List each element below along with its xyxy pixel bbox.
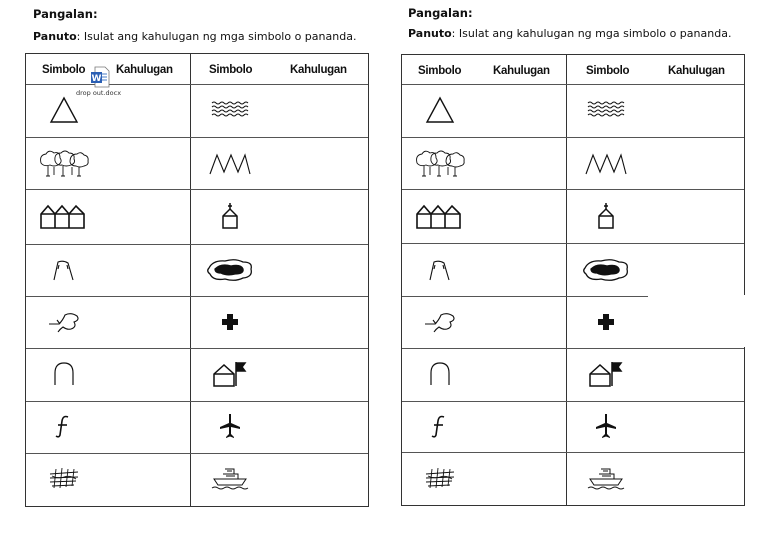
river-icon (410, 304, 470, 340)
row-line (26, 137, 368, 138)
school-flag-icon (200, 356, 260, 392)
water-waves-icon (200, 92, 260, 128)
hill-icon (34, 356, 94, 392)
row-line (26, 84, 368, 85)
grid-plain-icon (410, 460, 470, 496)
name-label: Pangalan: (408, 6, 473, 20)
hospital-cross-icon (200, 304, 260, 340)
row-line (402, 243, 744, 244)
row-line (402, 84, 744, 85)
header-simbolo-2: Simbolo (209, 64, 253, 76)
instruction-label: Panuto (33, 30, 77, 43)
column-divider (566, 55, 567, 505)
mountain-range-icon (576, 146, 636, 182)
houses-icon (34, 198, 94, 234)
row-line (402, 189, 744, 190)
lake-icon (576, 252, 636, 288)
svg-text:W: W (91, 74, 102, 84)
row-line (26, 348, 368, 349)
worksheet-left (24, 0, 384, 543)
houses-icon (410, 198, 470, 234)
f-symbol-icon (34, 408, 94, 444)
plateau-icon (34, 252, 94, 288)
grid-plain-icon (34, 460, 94, 496)
column-divider (190, 54, 191, 506)
row-line (26, 401, 368, 402)
mountain-triangle-icon (410, 92, 470, 128)
word-document-icon[interactable] (90, 66, 110, 88)
port-ship-icon (200, 460, 260, 496)
forest-trees-icon (410, 146, 470, 182)
row-line (402, 452, 744, 453)
row-line (26, 244, 368, 245)
worksheet-right (400, 0, 760, 543)
row-line (26, 296, 368, 297)
header-simbolo-1: Simbolo (418, 65, 462, 77)
port-ship-icon (576, 460, 636, 496)
row-line (26, 189, 368, 190)
header-simbolo-2: Simbolo (586, 65, 630, 77)
airport-plane-icon (576, 408, 636, 444)
header-kahulugan-1: Kahulugan (116, 64, 173, 76)
f-symbol-icon (410, 408, 470, 444)
school-flag-icon (576, 356, 636, 392)
church-icon (200, 198, 260, 234)
water-waves-icon (576, 92, 636, 128)
instruction-line (408, 27, 731, 40)
row-line (26, 453, 368, 454)
church-icon (576, 198, 636, 234)
hospital-cross-icon (576, 304, 636, 340)
mountain-triangle-icon (34, 92, 94, 128)
plateau-icon (410, 252, 470, 288)
lake-icon (200, 252, 260, 288)
name-label: Pangalan: (33, 7, 98, 21)
header-kahulugan-2: Kahulugan (668, 65, 725, 77)
instruction-label: Panuto (408, 27, 452, 40)
instruction-text: : Isulat ang kahulugan ng mga simbolo o pananda. (451, 27, 732, 40)
header-simbolo-1: Simbolo (42, 64, 86, 76)
symbol-table (401, 54, 745, 506)
river-icon (34, 304, 94, 340)
row-line (402, 401, 744, 402)
instruction-text: : Isulat ang kahulugan ng mga simbolo o pananda. (76, 30, 357, 43)
row-line (402, 348, 744, 349)
symbol-table (25, 53, 369, 507)
airport-plane-icon (200, 408, 260, 444)
mountain-range-icon (200, 146, 260, 182)
whiteout-patch (648, 295, 748, 347)
attachment-filename[interactable]: drop out.docx (76, 89, 122, 97)
header-kahulugan-2: Kahulugan (290, 64, 347, 76)
forest-trees-icon (34, 146, 94, 182)
header-kahulugan-1: Kahulugan (493, 65, 550, 77)
hill-icon (410, 356, 470, 392)
row-line (402, 137, 744, 138)
instruction-line (33, 30, 356, 43)
